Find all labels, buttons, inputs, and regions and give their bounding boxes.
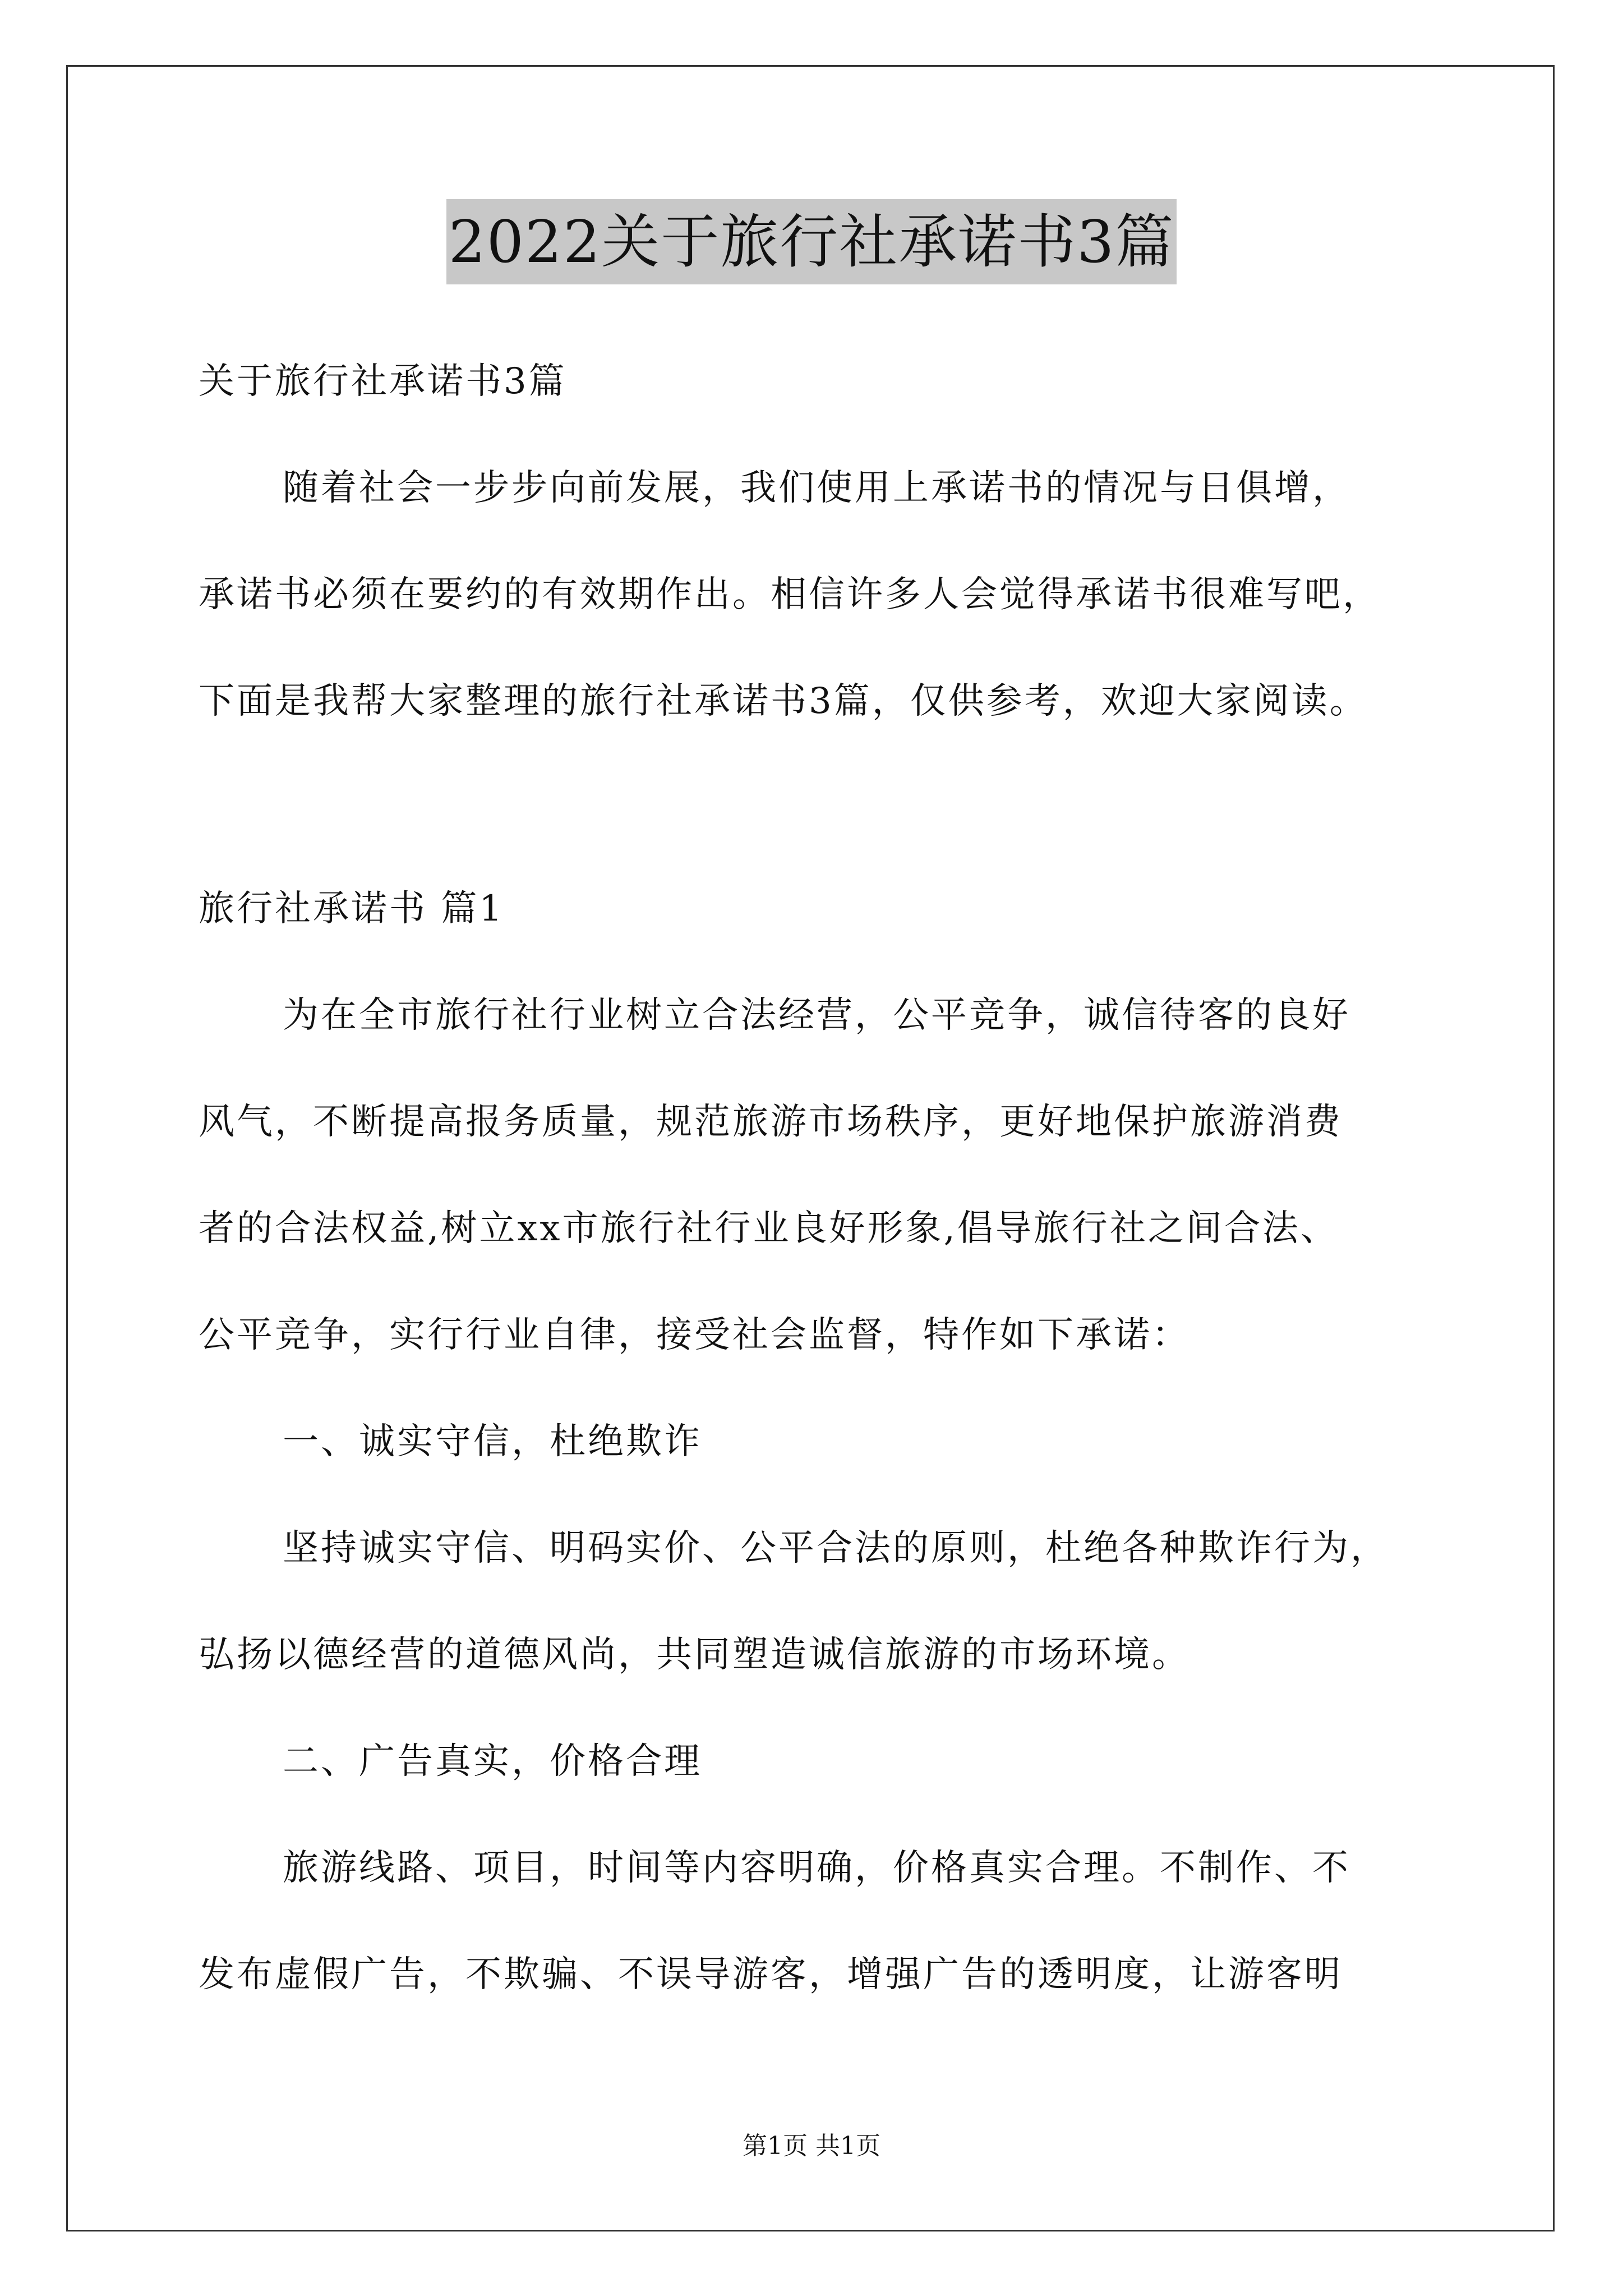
intro-line-3: 下面是我帮大家整理的旅行社承诺书3篇，仅供参考，欢迎大家阅读。 [199, 680, 1368, 722]
document-title: 2022关于旅行社承诺书3篇 [446, 199, 1177, 284]
intro-line-1: 随着社会一步步向前发展，我们使用上承诺书的情况与日俱增， [283, 467, 1350, 509]
item-2-heading: 二、广告真实，价格合理 [283, 1741, 702, 1782]
title-container [0, 199, 1623, 284]
paragraph-line-4: 公平竞争，实行行业自律，接受社会监督，特作如下承诺： [199, 1314, 1190, 1356]
intro-line-2: 承诺书必须在要约的有效期作出。相信许多人会觉得承诺书很难写吧， [199, 574, 1381, 615]
paragraph-line-3: 者的合法权益,树立xx市旅行社行业良好形象,倡导旅行社之间合法、 [199, 1208, 1339, 1249]
item-1-line-2: 弘扬以德经营的道德风尚，共同塑造诚信旅游的市场环境。 [199, 1634, 1190, 1676]
paragraph-line-2: 风气，不断提高报务质量，规范旅游市场秩序，更好地保护旅游消费 [199, 1101, 1343, 1143]
document-subtitle: 关于旅行社承诺书3篇 [199, 361, 567, 402]
paragraph-line-1: 为在全市旅行社行业树立合法经营，公平竞争，诚信待客的良好 [283, 995, 1350, 1036]
item-2-line-2: 发布虚假广告，不欺骗、不误导游客，增强广告的透明度，让游客明 [199, 1954, 1343, 1995]
item-1-line-1: 坚持诚实守信、明码实价、公平合法的原则，杜绝各种欺诈行为， [283, 1527, 1389, 1569]
section-heading: 旅行社承诺书 篇1 [199, 888, 505, 930]
item-1-heading: 一、诚实守信，杜绝欺诈 [283, 1421, 702, 1462]
page-footer: 第1页 共1页 [743, 2132, 880, 2160]
item-2-line-1: 旅游线路、项目，时间等内容明确，价格真实合理。不制作、不 [283, 1847, 1350, 1889]
